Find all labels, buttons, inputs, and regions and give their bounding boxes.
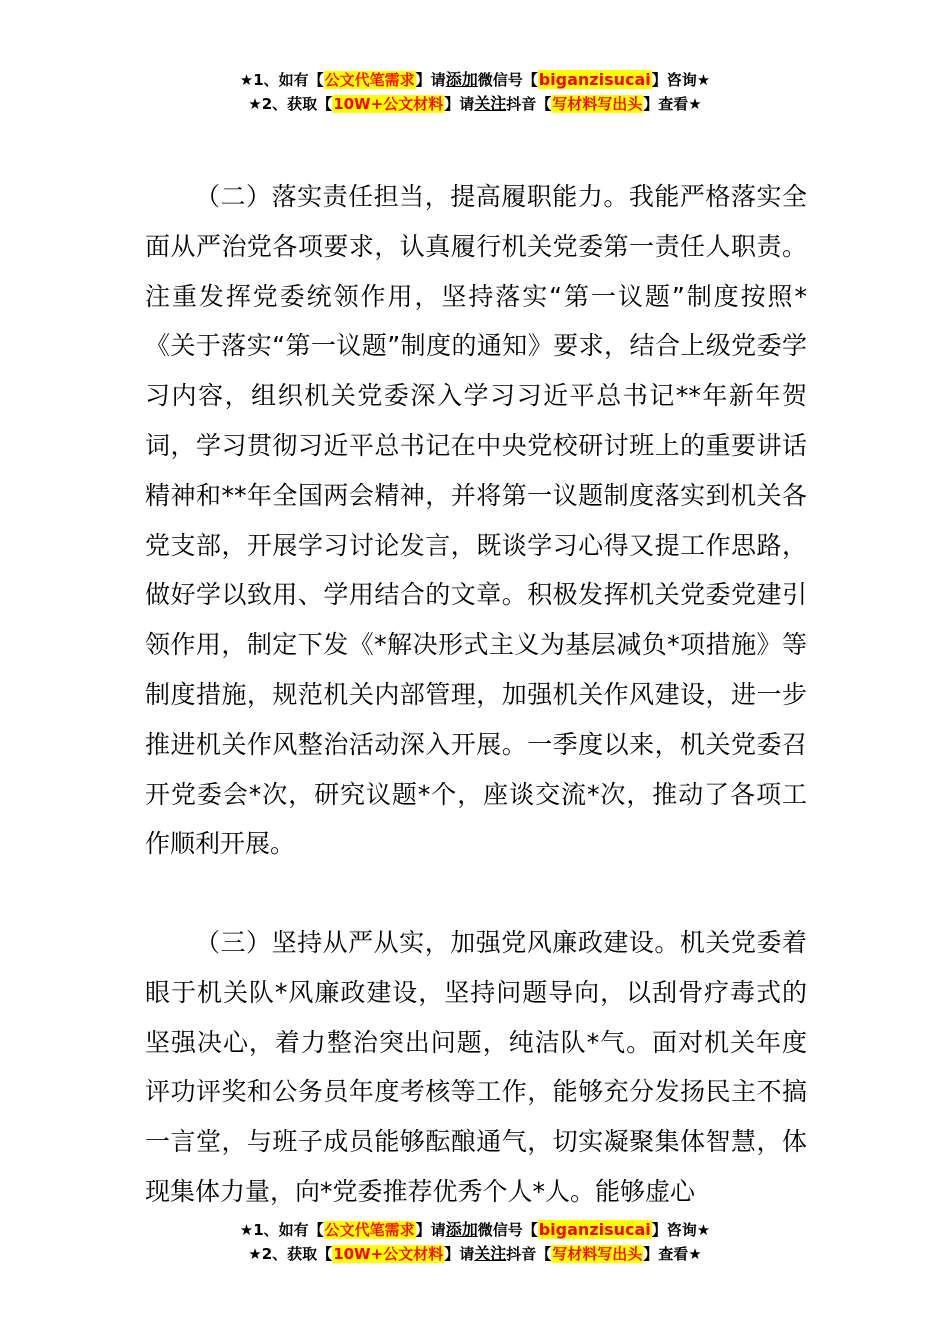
banner-text: ★1、如有【: [239, 71, 324, 89]
banner-text: 】请: [415, 1221, 446, 1239]
banner-highlight: 10W+公文材料: [333, 1245, 444, 1263]
banner-highlight: 10W+公文材料: [333, 95, 444, 113]
banner-text: 】咨询★: [651, 71, 711, 89]
header-banner-line-1: [0, 68, 950, 92]
footer-banner-line-2: [0, 1242, 950, 1266]
footer-banner-line-1: [0, 1218, 950, 1242]
banner-underlined-text: 关注: [474, 1244, 507, 1263]
banner-underlined-text: 添加: [445, 70, 478, 89]
banner-text: 】咨询★: [651, 1221, 711, 1239]
wechat-id-highlight: biganzisucai: [538, 1220, 651, 1239]
banner-text: 】查看★: [643, 1245, 702, 1263]
banner-text: 】请: [444, 95, 475, 113]
section-2-paragraph: （二）落实责任担当，提高履职能力。我能严格落实全面从严治党各项要求，认真履行机关党委第一责任人职责。注重发挥党委统领作用，坚持落实“第一议题”制度按照*《关于落实“第一议题”制度的通知》要求，结合上级党委学习内容，组织机关党委深入学习习近平总书记**年新年贺词，学习贯彻习近平总书记在中央党校研讨班上的重要讲话精神和**年全国两会精神，并将第一议题制度落实到机关各党支部，开展学习讨论发言，既谈学习心得又提工作思路，做好学以致用、学用结合的文章。积极发挥机关党委党建引领作用，制定下发《*解决形式主义为基层减负*项措施》等制度措施，规范机关内部管理，加强机关作风建设，进一步推进机关作风整治活动深入开展。一季度以来，机关党委召开党委会*次，研究议题*个，座谈交流*次，推动了各项工作顺利开展。: [145, 182, 807, 859]
document-section-2: [145, 172, 807, 869]
banner-text: ★2、获取【: [248, 1245, 333, 1263]
banner-text: 微信号【: [477, 1221, 538, 1239]
header-banner: [0, 68, 950, 116]
banner-underlined-text: 添加: [445, 1220, 478, 1239]
banner-text: 抖音【: [506, 1245, 552, 1263]
banner-text: 抖音【: [506, 95, 552, 113]
banner-highlight: 公文代笔需求: [324, 71, 415, 89]
banner-text: ★2、获取【: [248, 95, 333, 113]
header-banner-line-2: [0, 92, 950, 116]
footer-banner: [0, 1218, 950, 1266]
banner-highlight: 公文代笔需求: [324, 1221, 415, 1239]
banner-text: 】请: [444, 1245, 475, 1263]
banner-text: 】请: [415, 71, 446, 89]
banner-underlined-text: 关注: [474, 94, 507, 113]
douyin-highlight: 写材料写出头: [552, 95, 643, 113]
douyin-highlight: 写材料写出头: [552, 1245, 643, 1263]
wechat-id-highlight: biganzisucai: [538, 70, 651, 89]
banner-text: 微信号【: [477, 71, 538, 89]
banner-text: 】查看★: [643, 95, 702, 113]
section-3-paragraph: （三）坚持从严从实，加强党风廉政建设。机关党委着眼于机关队*风廉政建设，坚持问题导向，以刮骨疗毒式的坚强决心，着力整治突出问题，纯洁队*气。面对机关年度评功评奖和公务员年度考核等工作，能够充分发扬民主不搞一言堂，与班子成员能够酝酿通气，切实凝聚集体智慧，体现集体力量，向*党委推荐优秀个人*人。能够虚心: [145, 928, 807, 1206]
document-section-3: [145, 918, 807, 1217]
banner-text: ★1、如有【: [239, 1221, 324, 1239]
